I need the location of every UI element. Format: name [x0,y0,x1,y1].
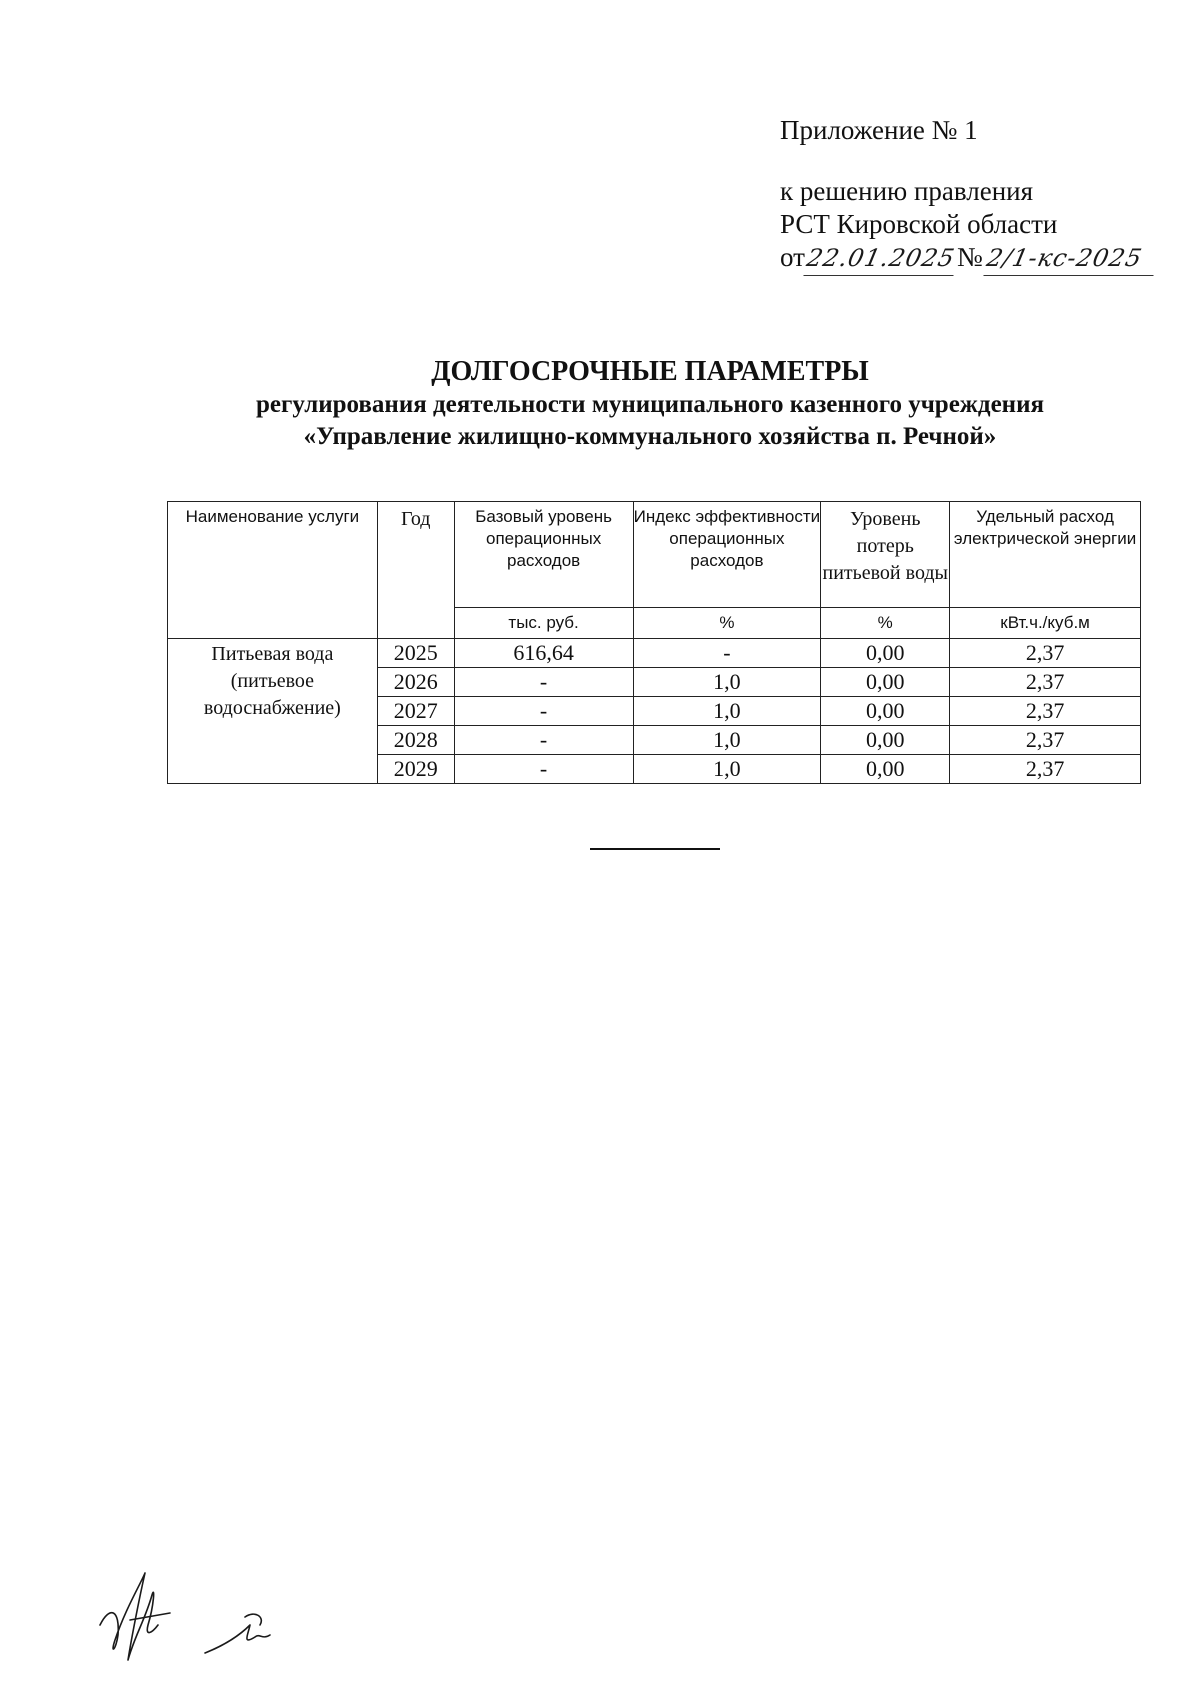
cell-energy-consumption: 2,37 [950,726,1141,755]
handwritten-date: 22.01.2025 [803,242,960,276]
appendix-block [780,114,1157,276]
signature-stroke-3 [205,1625,270,1653]
cell-base-level: - [454,697,633,726]
appendix-title: Приложение № 1 [780,115,978,145]
header-service: Наименование услуги [168,502,378,639]
heading-line-2: регулирования деятельности муниципального казенного учреждения [255,391,1044,418]
cell-efficiency-index: - [633,639,821,668]
unit-base-level: тыс. руб. [454,608,633,639]
cell-energy-consumption: 2,37 [950,668,1141,697]
signature-stroke-4 [245,1614,261,1625]
appendix-date-line [780,241,1157,276]
heading-line-3: «Управление жилищно-коммунального хозяйства п. Речной» [303,423,997,450]
cell-water-losses: 0,00 [821,755,950,784]
handwritten-number: 2/1-кс-2025 [983,242,1160,276]
header-base-level: Базовый уровень операционных расходов [454,502,633,608]
appendix-line-authority: РСТ Кировской области [780,209,1058,239]
cell-energy-consumption: 2,37 [950,755,1141,784]
cell-energy-consumption: 2,37 [950,697,1141,726]
table-header-row [168,502,1141,608]
signature-initials [90,1565,310,1675]
cell-base-level: - [454,726,633,755]
cell-base-level: - [454,668,633,697]
cell-year: 2029 [377,755,454,784]
service-name-cell: Питьевая вода (питьевое водоснабжение) [168,639,378,784]
cell-water-losses: 0,00 [821,639,950,668]
closing-rule [590,848,720,850]
cell-energy-consumption: 2,37 [950,639,1141,668]
unit-energy-consumption: кВт.ч./куб.м [950,608,1141,639]
header-water-losses: Уровень потерь питьевой воды [821,502,950,608]
cell-water-losses: 0,00 [821,726,950,755]
cell-year: 2028 [377,726,454,755]
table-row [168,639,1141,668]
cell-water-losses: 0,00 [821,697,950,726]
heading-line-1: ДОЛГОСРОЧНЫЕ ПАРАМЕТРЫ [431,356,869,387]
cell-efficiency-index: 1,0 [633,755,821,784]
cell-efficiency-index: 1,0 [633,697,821,726]
number-prefix: № [956,242,983,272]
unit-water-losses: % [821,608,950,639]
appendix-line-decision: к решению правления [780,176,1034,206]
date-prefix: от [780,242,805,272]
header-energy-consumption: Удельный расход электрической энергии [950,502,1141,608]
cell-year: 2026 [377,668,454,697]
parameters-table [167,501,1141,784]
unit-efficiency-index: % [633,608,821,639]
cell-year: 2027 [377,697,454,726]
header-year: Год [377,502,454,639]
cell-base-level: - [454,755,633,784]
document-heading [100,355,1200,453]
cell-year: 2025 [377,639,454,668]
cell-efficiency-index: 1,0 [633,726,821,755]
cell-water-losses: 0,00 [821,668,950,697]
cell-efficiency-index: 1,0 [633,668,821,697]
cell-base-level: 616,64 [454,639,633,668]
header-efficiency-index: Индекс эффективности операционных расходов [633,502,821,608]
